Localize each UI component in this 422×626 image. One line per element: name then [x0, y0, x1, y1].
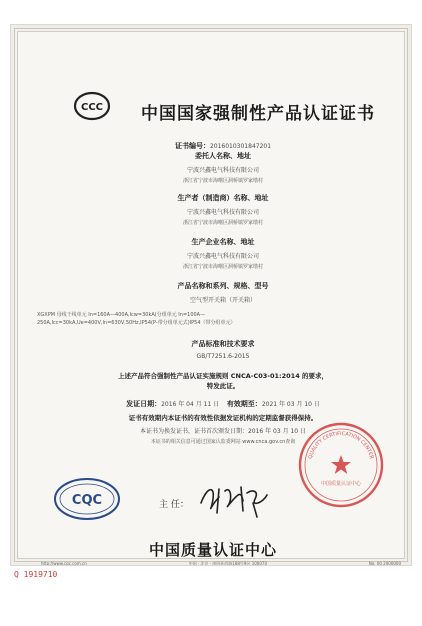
cqc-logo-icon [53, 477, 121, 521]
cert-no-value: 2016010301847201 [209, 143, 272, 150]
validity-note: 证书有效期内本证书的有效性依据发证机构的定期监督获得保持。 [128, 414, 318, 422]
factory-label: 生产企业名称、地址 [191, 238, 255, 246]
issue-date-label: 发证日期： [126, 400, 162, 408]
factory-address: 浙江省宁波市海曙区洞桥镇罗家墩村 [182, 264, 263, 270]
director-signature [197, 477, 275, 519]
ccc-logo-icon [73, 91, 111, 121]
conformity-statement: 上述产品符合强制性产品认证实施规则 CNCA-C03-01:2014 的要求， [118, 372, 328, 380]
footer-number: No. 00 2000000 [368, 561, 401, 566]
change-note: 本证书为换发证书，证书首次颁发日期：2016 年 03 月 10 日 [139, 428, 307, 435]
seal-center-text: 中国质量认证中心 [320, 481, 362, 487]
query-note: 本证书的相关信息可通过国家认监委网站 www.cnca.gov.cn查询 [150, 439, 296, 445]
product-label: 产品名称和系列、规格、型号 [177, 282, 269, 290]
footer-address: 中国 · 北京 · 南四环西路188号9区 100070 [188, 561, 267, 566]
expire-date-label: 有效期至： [226, 400, 262, 408]
product-spec-line-1: XGXPM 母线干线单元 In=160A—400A,Icw=30kA(分组单元 In=100A— [37, 312, 206, 318]
footer-website: http://www.cqc.com.cn [41, 561, 87, 566]
certificate-footer [41, 561, 401, 566]
applicant-label: 委托人名称、地址 [195, 152, 251, 160]
seal-arc-text: QUALITY CERTIFICATION CENTER [307, 430, 375, 460]
certificate-title: 中国国家强制性产品认证证书 [141, 104, 375, 124]
expire-date-value: 2021 年 03 月 10 日 [261, 401, 320, 408]
applicant-name: 宁波兴鑫电气科技有限公司 [186, 167, 259, 174]
certificate [10, 24, 412, 566]
standard-label: 产品标准和技术要求 [191, 340, 255, 348]
applicant-address: 浙江省宁波市海曙区洞桥镇罗家墩村 [182, 178, 263, 184]
image-identifier: Q 1919710 [14, 570, 58, 579]
cert-no-label: 证书编号： [174, 142, 210, 150]
cqc-logo-text: CQC [71, 493, 103, 508]
conformity-statement-2: 特发此证。 [206, 382, 240, 390]
ccc-logo-text: CCC [80, 102, 104, 113]
producer-label: 生产者（制造商）名称、地址 [177, 194, 269, 202]
factory-name: 宁波兴鑫电气科技有限公司 [186, 253, 259, 260]
official-seal-icon [297, 421, 385, 509]
standard-value: GB/T7251.6-2015 [196, 353, 250, 360]
dates-row [63, 399, 383, 409]
issue-date-value: 2016 年 04 月 11 日 [161, 401, 220, 408]
producer-address: 浙江省宁波市海曙区洞桥镇罗家墩村 [182, 220, 263, 226]
issuing-organization: 中国质量认证中心 [149, 541, 278, 559]
director-label: 主 任： [159, 500, 189, 510]
producer-name: 宁波兴鑫电气科技有限公司 [186, 209, 259, 216]
product-spec-line-2: 250A,Icc=30kA,Ue=400V,In=630V,50Hz,IP54(P-带分组单元式)IP54（带分组单元） [37, 320, 236, 326]
product-name: 空气型开关箱（开关箱） [189, 297, 256, 304]
cert-no-row [63, 133, 383, 152]
